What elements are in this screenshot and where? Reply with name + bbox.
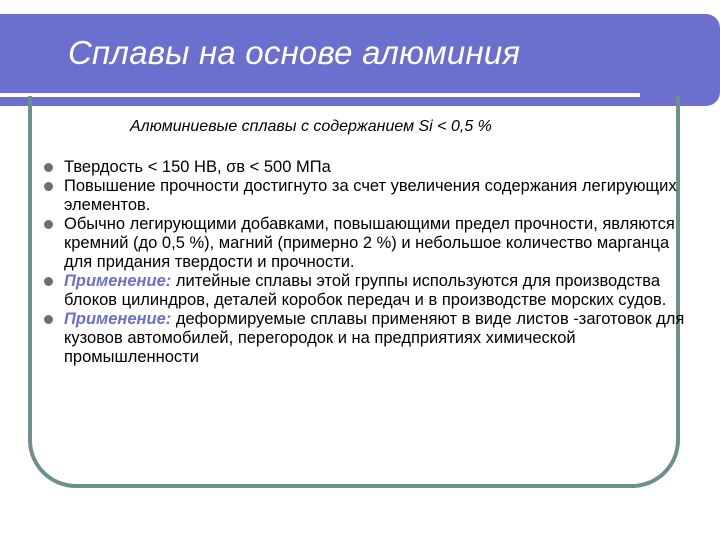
slide-title: Сплавы на основе алюминия bbox=[68, 34, 521, 71]
bullet-dot-icon bbox=[44, 182, 53, 191]
bullet-dot-icon bbox=[44, 220, 53, 229]
bullet-item bbox=[0, 310, 690, 367]
bullet-item bbox=[0, 272, 690, 310]
bullet-dot-icon bbox=[44, 277, 53, 286]
bullet-item bbox=[0, 158, 690, 177]
bullet-text: деформируемые сплавы применяют в виде листов -заготовок для кузовов автомобилей, перегородок и на предприятиях химической промышленности bbox=[64, 310, 685, 366]
bullet-dot-icon bbox=[44, 163, 53, 172]
bullet-text: литейные сплавы этой группы используются для производства блоков цилиндров, деталей коробок передач и в производстве морских судов. bbox=[64, 272, 667, 309]
bullet-text: Твердость < 150 НВ, σв < 500 МПа bbox=[64, 158, 331, 176]
application-label: Применение: bbox=[64, 310, 172, 328]
bullet-item bbox=[0, 177, 690, 215]
bullet-text: Повышение прочности достигнуто за счет увеличения содержания легирующих элементов. bbox=[64, 177, 677, 214]
application-label: Применение: bbox=[64, 272, 172, 290]
bullet-list bbox=[0, 158, 690, 367]
slide-subtitle: Алюминиевые сплавы с содержанием Si < 0,5 % bbox=[130, 118, 492, 135]
bullet-item bbox=[0, 215, 690, 272]
bullet-dot-icon bbox=[44, 315, 53, 324]
bullet-text: Обычно легирующими добавками, повышающими предел прочности, являются кремний (до 0,5 %), магний (примерно 2 %) и небольшое количество марганца для придания твердости и прочности. bbox=[64, 215, 675, 271]
